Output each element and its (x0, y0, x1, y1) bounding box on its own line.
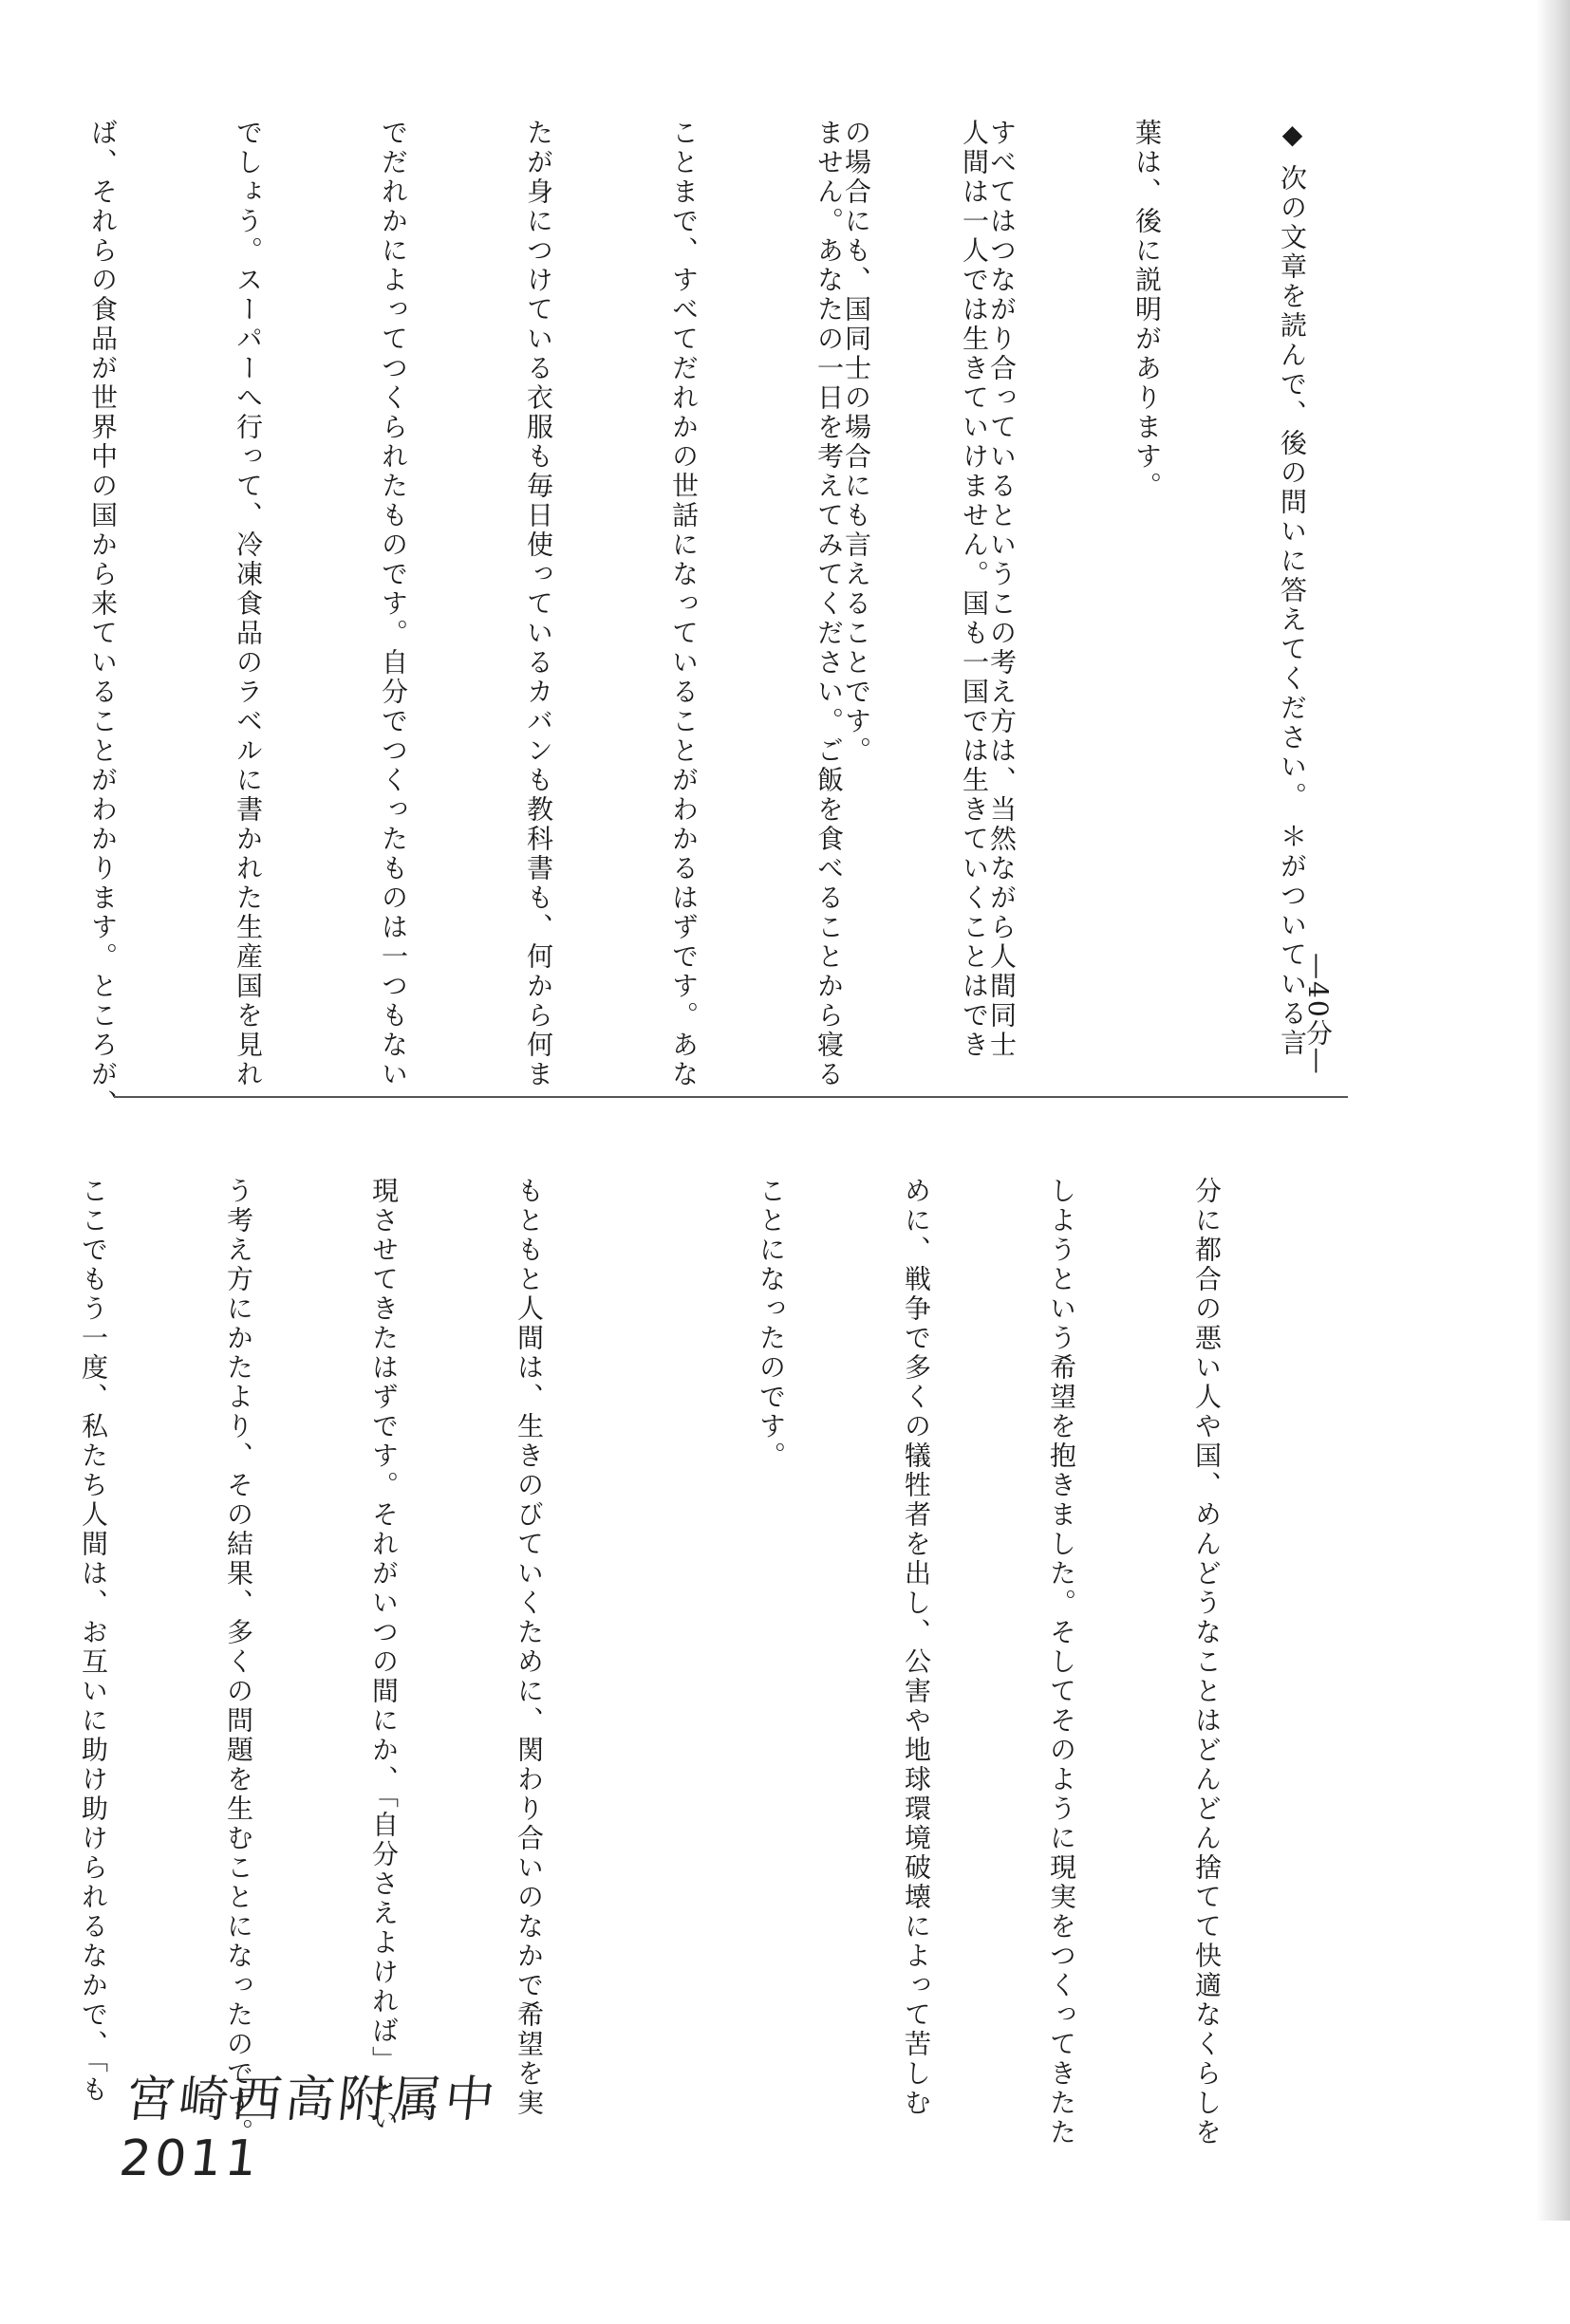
passage-line: ことまで、すべてだれかの世話になっていることがわかるはずです。あな (668, 119, 700, 1089)
passage-top (0, 119, 1095, 1119)
passage-line: ここでもう一度、私たち人間は、お互いに助け助けられるなかで、「も (78, 1177, 109, 2105)
passage-line: しようという希望を抱きました。そしてそのように現実をつくってきたた (1046, 1177, 1077, 2147)
passage-line: でしょう。スーパーへ行って、冷凍食品のラベルに書かれた生産国を見れ (233, 119, 264, 1089)
passage-line: ば、それらの食品が世界中の国から来ていることがわかります。ところが、 (87, 119, 119, 1119)
passage-line: もともと人間は、生きのびていくために、関わり合いのなかで希望を実 (514, 1177, 545, 2118)
passage-line: う考え方にかたより、その結果、多くの問題を生むことになったのです。 (223, 1177, 254, 2147)
passage-line: でだれかによってつくられたものです。自分でつくったものは一つもない (378, 119, 409, 1089)
passage-line: めに、戦争で多くの犠牲者を出し、公害や地球環境破壊によって苦しむ (901, 1177, 932, 2118)
time-limit: —40分— (1302, 953, 1334, 1076)
passage-line: たが身につけている衣服も毎日使っているカバンも教科書も、何から何ま (523, 119, 554, 1089)
page-edge-shadow (1536, 0, 1570, 2221)
instruction-line: すべてはつながり合っているというこの考え方は、当然ながら人間同士 (986, 119, 1018, 1060)
instruction-line: 葉は、後に説明があります。 (1131, 119, 1163, 501)
passage-line: 現させてきたはずです。それがいつの間にか、「自分さえよければ」とい (368, 1177, 400, 2134)
passage-line: 人間は一人では生きていけません。国も一国では生きていくことはでき (959, 119, 990, 1060)
passage-line: 分に都合の悪い人や国、めんどうなことはどんどん捨てて快適なくらしを (1191, 1177, 1223, 2147)
passage-line: ことになったのです。 (756, 1177, 787, 1471)
instruction-line: の場合にも、国同士の場合にも言えることです。 (841, 119, 872, 766)
section-divider (114, 1096, 1348, 1098)
instruction-line: ◆ 次の文章を読んで、後の問いに答えてください。 ＊がついている言 (1277, 119, 1308, 1058)
passage-line: ません。あなたの一日を考えてみてください。ご飯を食べることから寝る (813, 119, 845, 1089)
handwritten-note: 宮崎西高附属中 2011 (116, 2072, 501, 2187)
